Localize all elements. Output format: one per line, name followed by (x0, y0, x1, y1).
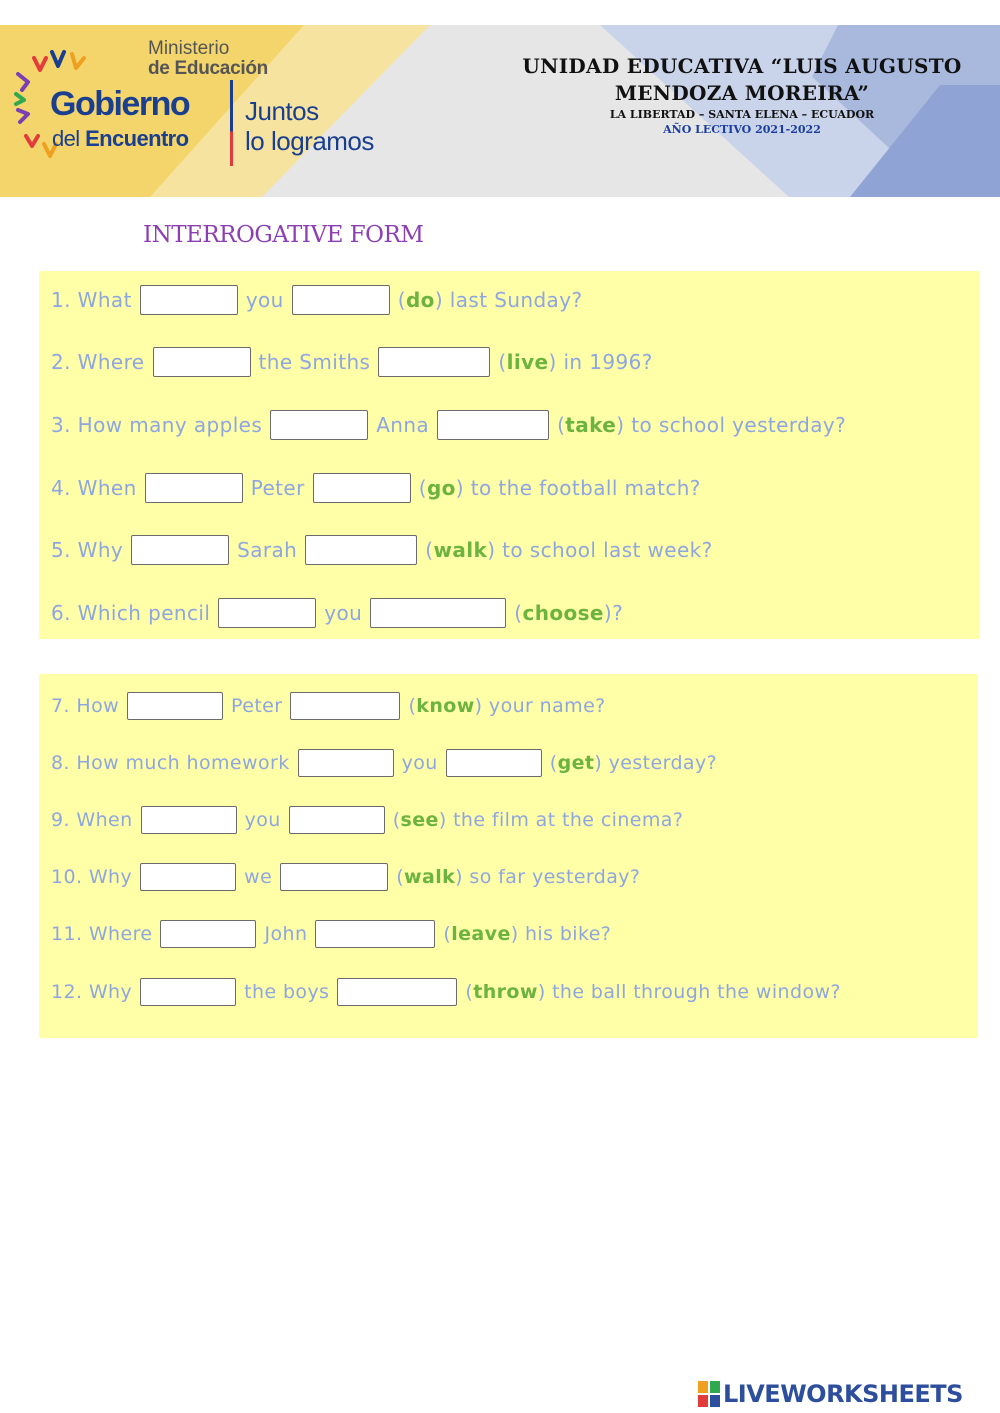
answer-input-4b[interactable] (313, 473, 411, 503)
exercise-number: 8. (51, 752, 70, 774)
answer-input-12b[interactable] (337, 978, 457, 1006)
encuentro-word: Encuentro (85, 126, 189, 151)
liveworksheets-logo-icon (698, 1381, 720, 1407)
exercise-prompt-b: the boys (244, 981, 330, 1003)
exercise-prompt-a: Where (77, 350, 145, 374)
exercise-prompt-b: you (244, 809, 281, 831)
exercise-prompt-a: Why (77, 538, 124, 562)
verb-open-paren: ( (514, 601, 523, 625)
school-name-line2: MENDOZA MOREIRA” (614, 81, 870, 105)
exercise-prompt-a: When (77, 476, 137, 500)
answer-input-5a[interactable] (131, 535, 229, 565)
exercise-prompt-a: Where (88, 923, 153, 945)
answer-input-11b[interactable] (315, 920, 435, 948)
answer-input-7b[interactable] (290, 692, 400, 720)
answer-input-9a[interactable] (141, 806, 237, 834)
exercise-line-8 (51, 747, 717, 779)
exercise-line-9 (51, 804, 683, 836)
exercise-prompt-b: we (244, 866, 273, 888)
answer-input-10b[interactable] (280, 863, 388, 891)
answer-input-6a[interactable] (218, 598, 316, 628)
exercise-prompt-b: you (245, 288, 284, 312)
verb-hint: leave (451, 923, 511, 945)
answer-input-8a[interactable] (298, 749, 394, 777)
logo-separator (230, 80, 233, 166)
exercise-rest: ) the ball through the window? (537, 981, 841, 1003)
verb-open-paren: ( (443, 923, 452, 945)
school-year: AÑO LECTIVO 2021-2022 (663, 123, 821, 136)
exercise-number: 3. (51, 413, 71, 437)
exercise-number: 1. (51, 288, 71, 312)
exercise-line-2 (51, 346, 653, 378)
answer-input-1a[interactable] (140, 285, 238, 315)
exercise-prompt-b: John (264, 923, 308, 945)
verb-hint: throw (473, 981, 538, 1003)
answer-input-1b[interactable] (292, 285, 390, 315)
exercise-prompt-a: What (77, 288, 132, 312)
school-heading (500, 53, 984, 137)
exercise-prompt-a: How much homework (76, 752, 290, 774)
school-name-line1: UNIDAD EDUCATIVA “LUIS AUGUSTO (522, 54, 962, 78)
answer-input-3a[interactable] (270, 410, 368, 440)
verb-open-paren: ( (418, 476, 427, 500)
exercise-prompt-b: the Smiths (258, 350, 371, 374)
exercise-number: 11. (51, 923, 83, 945)
verb-open-paren: ( (392, 809, 401, 831)
juntos-line1: Juntos (245, 96, 319, 126)
exercise-rest: ) to school last week? (487, 538, 713, 562)
ministerio-line1: Ministerio (148, 38, 230, 59)
exercise-prompt-b: Peter (231, 695, 283, 717)
answer-input-2b[interactable] (378, 347, 490, 377)
exercise-prompt-a: Which pencil (77, 601, 211, 625)
verb-hint: do (405, 288, 435, 312)
juntos-line2: lo logramos (245, 126, 374, 156)
school-location: LA LIBERTAD – SANTA ELENA – ECUADOR (609, 108, 875, 121)
verb-hint: walk (433, 538, 488, 562)
ministerio-line2: de Educación (148, 58, 268, 79)
verb-hint: choose (522, 601, 604, 625)
verb-hint: go (426, 476, 456, 500)
exercise-prompt-b: Sarah (237, 538, 298, 562)
exercise-rest: ) last Sunday? (434, 288, 583, 312)
exercise-rest: ) your name? (474, 695, 606, 717)
exercise-number: 10. (51, 866, 83, 888)
exercise-rest: ) yesterday? (594, 752, 718, 774)
verb-hint: take (565, 413, 617, 437)
answer-input-4a[interactable] (145, 473, 243, 503)
exercise-box-2 (39, 674, 978, 1038)
exercise-number: 7. (51, 695, 70, 717)
verb-open-paren: ( (397, 288, 406, 312)
exercise-prompt-a: How (76, 695, 120, 717)
answer-input-2a[interactable] (153, 347, 251, 377)
gobierno-logo-text: Gobierno (50, 85, 190, 123)
verb-open-paren: ( (557, 413, 566, 437)
exercise-prompt-a: When (76, 809, 133, 831)
exercise-prompt-b: Anna (376, 413, 430, 437)
exercise-rest: ) to the football match? (455, 476, 701, 500)
verb-open-paren: ( (408, 695, 417, 717)
answer-input-12a[interactable] (140, 978, 236, 1006)
worksheet-title: INTERROGATIVE FORM (143, 222, 424, 248)
encuentro-logo-text (52, 126, 222, 152)
verb-open-paren: ( (396, 866, 405, 888)
answer-input-10a[interactable] (140, 863, 236, 891)
exercise-prompt-a: Why (88, 866, 133, 888)
answer-input-6b[interactable] (370, 598, 506, 628)
exercise-rest: ) the film at the cinema? (438, 809, 684, 831)
answer-input-11a[interactable] (160, 920, 256, 948)
encuentro-del: del (52, 126, 80, 151)
answer-input-8b[interactable] (446, 749, 542, 777)
exercise-line-4 (51, 472, 701, 504)
exercise-box-1 (39, 271, 980, 639)
exercise-prompt-a: How many apples (77, 413, 263, 437)
liveworksheets-wordmark: LIVEWORKSHEETS (723, 1380, 963, 1408)
verb-hint: get (557, 752, 595, 774)
liveworksheets-brand (698, 1378, 963, 1410)
verb-open-paren: ( (465, 981, 474, 1003)
verb-open-paren: ( (549, 752, 558, 774)
juntos-slogan (245, 96, 415, 156)
exercise-number: 12. (51, 981, 83, 1003)
exercise-prompt-b: you (324, 601, 363, 625)
ministerio-logo-text (148, 39, 378, 79)
answer-input-9b[interactable] (289, 806, 385, 834)
exercise-line-11 (51, 918, 611, 950)
exercise-number: 4. (51, 476, 71, 500)
exercise-number: 2. (51, 350, 71, 374)
answer-input-5b[interactable] (305, 535, 417, 565)
exercise-rest: ) in 1996? (548, 350, 653, 374)
verb-hint: see (400, 809, 439, 831)
verb-hint: live (506, 350, 549, 374)
exercise-rest: ) to school yesterday? (616, 413, 847, 437)
exercise-line-12 (51, 976, 841, 1008)
exercise-rest: )? (603, 601, 624, 625)
exercise-rest: ) his bike? (510, 923, 612, 945)
exercise-number: 5. (51, 538, 71, 562)
exercise-line-1 (51, 284, 582, 316)
verb-hint: walk (404, 866, 456, 888)
exercise-line-6 (51, 597, 623, 629)
answer-input-3b[interactable] (437, 410, 549, 440)
exercise-line-3 (51, 409, 846, 441)
verb-hint: know (416, 695, 475, 717)
answer-input-7a[interactable] (127, 692, 223, 720)
verb-open-paren: ( (498, 350, 507, 374)
exercise-line-10 (51, 861, 640, 893)
exercise-line-5 (51, 534, 713, 566)
exercise-line-7 (51, 690, 606, 722)
verb-open-paren: ( (425, 538, 434, 562)
exercise-rest: ) so far yesterday? (455, 866, 641, 888)
exercise-prompt-b: you (401, 752, 438, 774)
exercise-number: 6. (51, 601, 71, 625)
exercise-prompt-b: Peter (250, 476, 305, 500)
exercise-number: 9. (51, 809, 70, 831)
exercise-prompt-a: Why (88, 981, 133, 1003)
